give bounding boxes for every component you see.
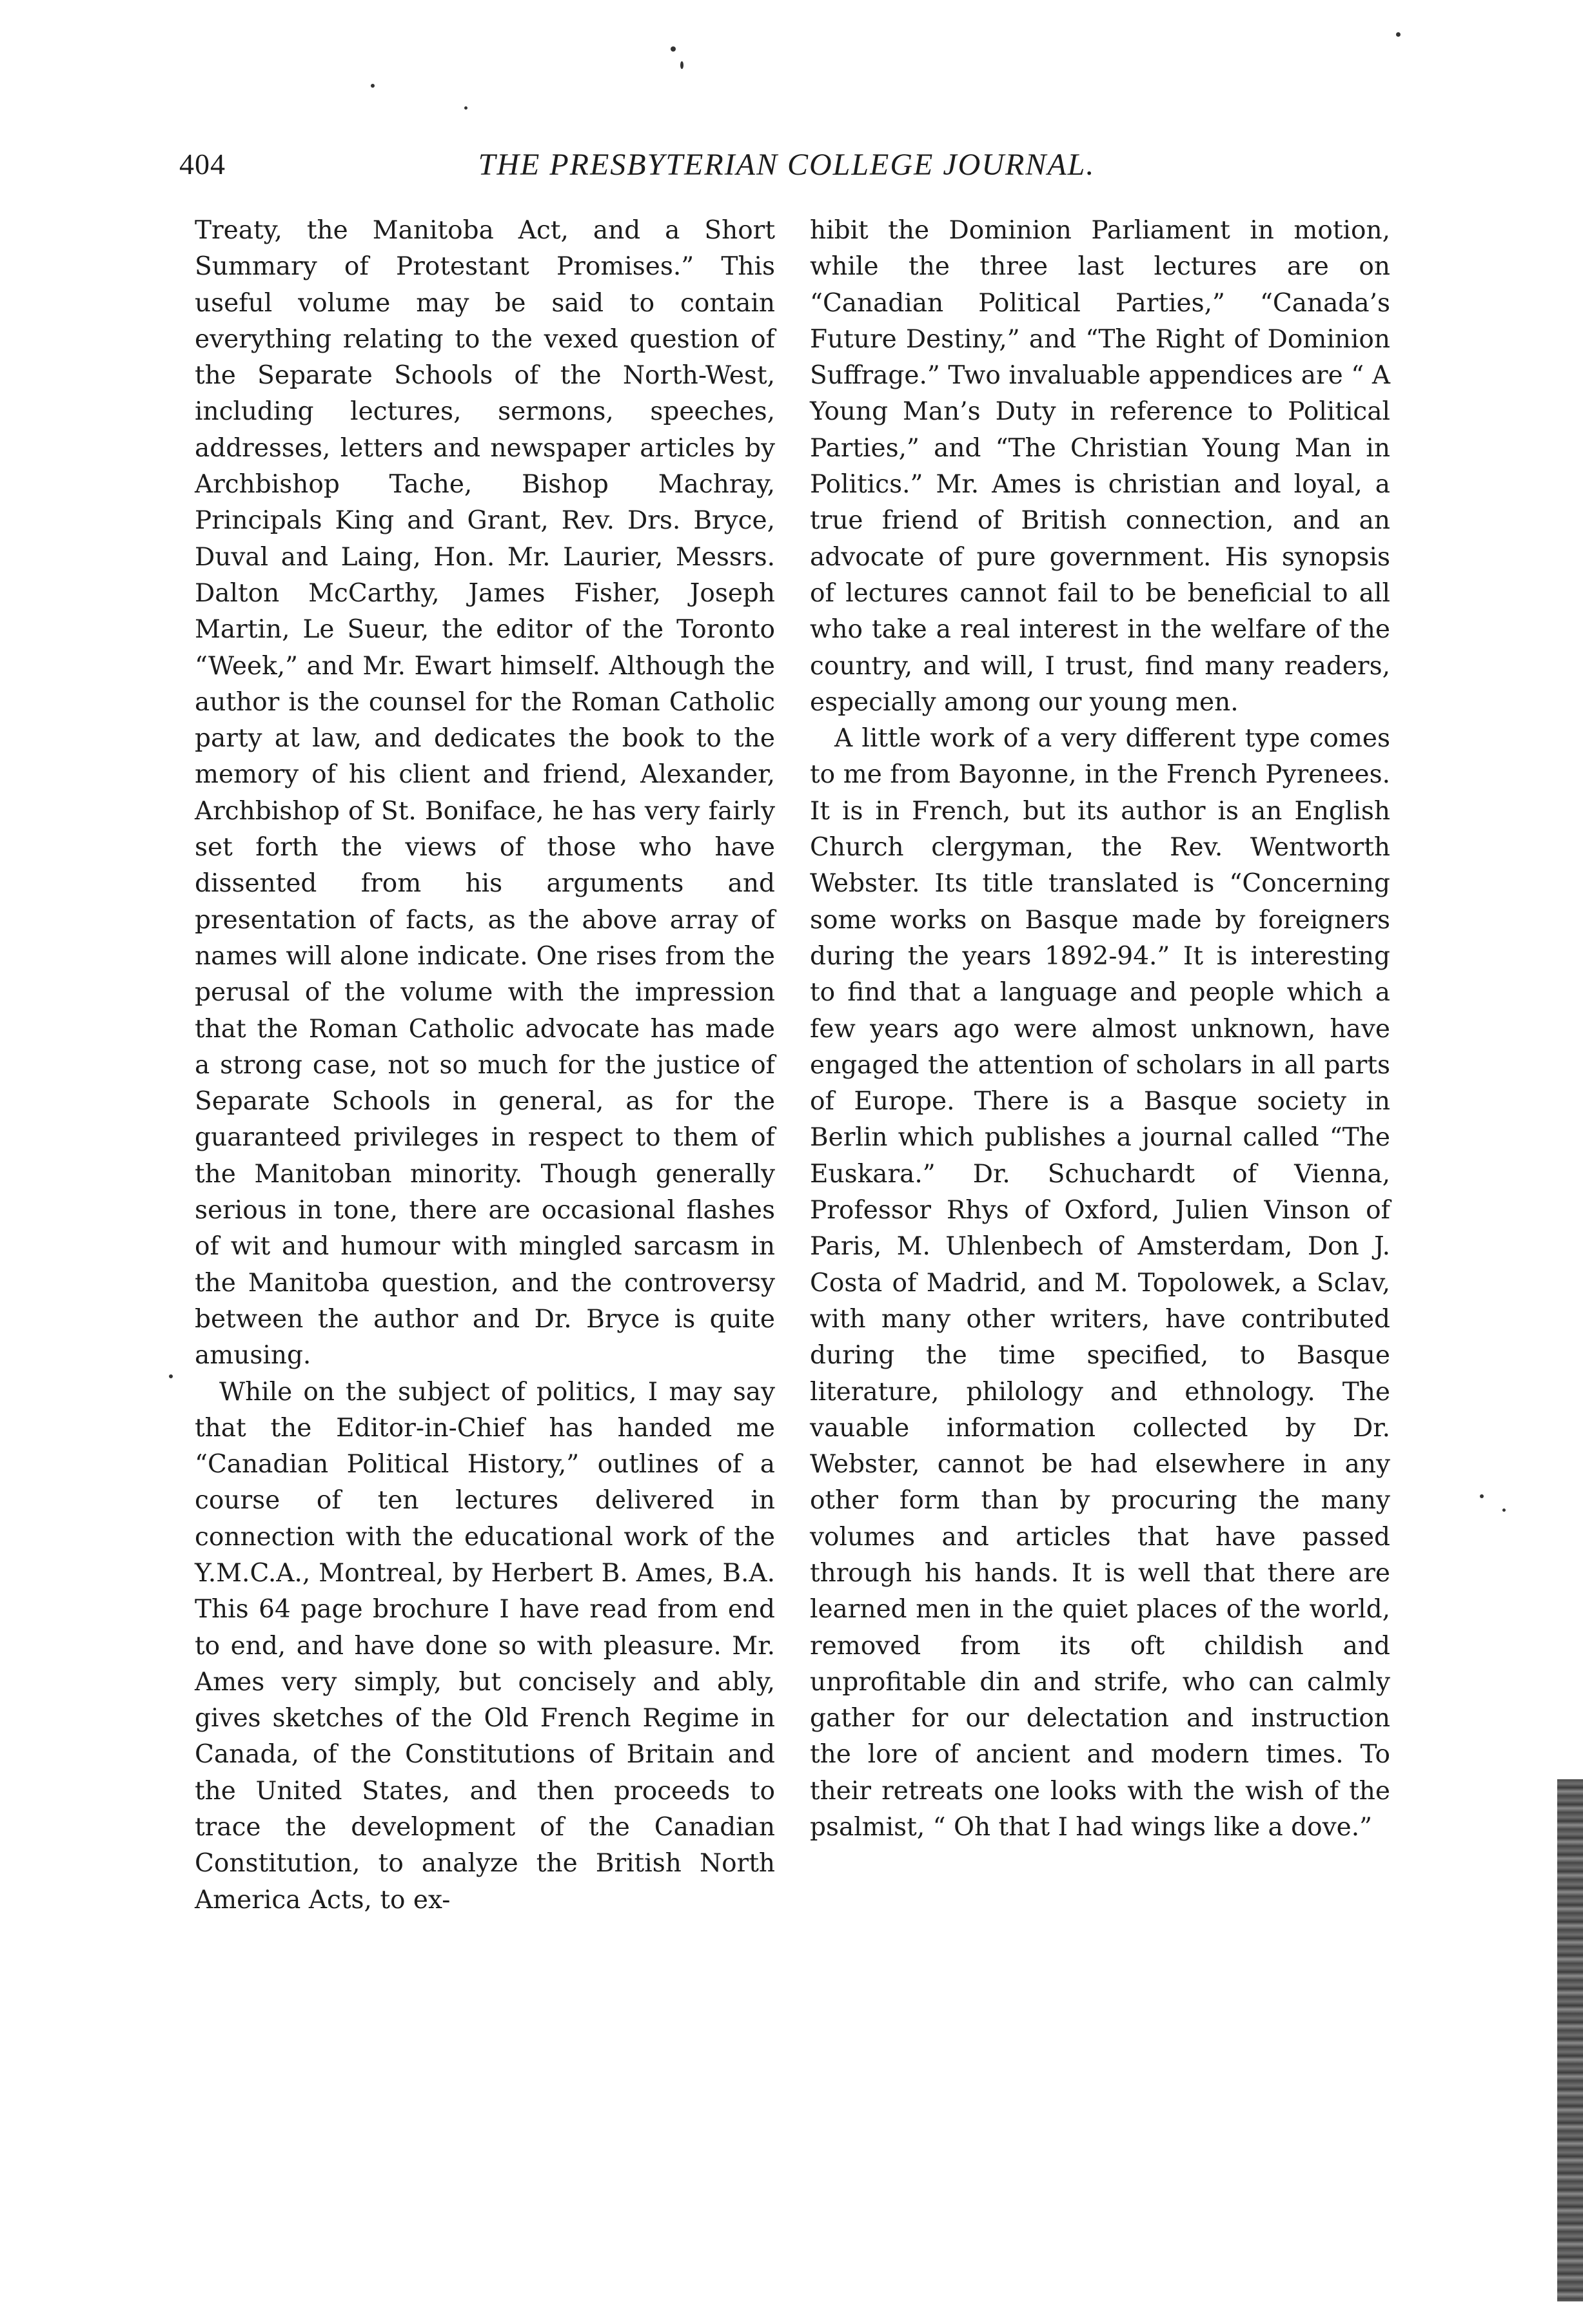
left-column	[195, 213, 775, 1919]
right-paragraph-2: A little work of a very different type comes to me from Bayonne, in the French Pyrenees. It is in French, but its author is an English Church clergyman, the Rev. Wentworth Webster. Its title translated is “Concerning some works on Basque made by foreigners during the years 1892-94.” It is interesting to find that a language and people which a few years ago were almost unknown, have engaged the attention of scholars in all parts of Europe. There is a Basque society in Berlin which publishes a journal called “The Euskara.” Dr. Schuchardt of Vienna, Professor Rhys of Oxford, Julien Vinson of Paris, M. Uhlenbech of Amsterdam, Don J. Costa of Madrid, and M. Topolowek, a Sclav, with many other writers, have contributed during the time specified, to Basque literature, philology and ethnology. The vauable information collected by Dr. Webster, cannot be had elsewhere in any other form than by procuring the many volumes and articles that have passed through his hands. It is well that there are learned men in the quiet places of the world, removed from its oft childish and unprofitable din and strife, who can calmly gather for our delectation and instruction the lore of ancient and modern times. To their retreats one looks with the wish of the psalmist, “ Oh that I had wings like a dove.”	[810, 724, 1390, 1842]
scan-speck	[371, 84, 375, 88]
scan-speck	[169, 1374, 173, 1378]
left-paragraph-1: Treaty, the Manitoba Act, and a Short Summary of Protestant Promises.” This useful volume may be said to contain everything relating to the vexed question of the Separate Schools of the North-West, including lectures, sermons, speeches, addresses, letters and newspaper articles by Archbishop Tache, Bishop Machray, Principals King and Grant, Rev. Drs. Bryce, Duval and Laing, Hon. Mr. Laurier, Messrs. Dalton McCarthy, James Fisher, Joseph Martin, Le Sueur, the editor of the Toronto “Week,” and Mr. Ewart himself. Although the author is the counsel for the Roman Catholic party at law, and dedicates the book to the memory of his client and friend, Alexander, Archbishop of St. Boniface, he has very fairly set forth the views of those who have dissented from his arguments and presentation of facts, as the above array of names will alone indicate. One rises from the perusal of the volume with the impression that the Roman Catholic advocate has made a strong case, not so much for the justice of Separate Schools in general, as for the guaranteed privileges in respect to them of the Manitoban minority. Though generally serious in tone, there are occasional flashes of wit and humour with mingled sarcasm in the Manitoba question, and the controversy between the author and Dr. Bryce is quite amusing.	[195, 216, 775, 1371]
scan-speck	[1480, 1494, 1484, 1498]
page-number: 404	[179, 148, 226, 181]
running-title: THE PRESBYTERIAN COLLEGE JOURNAL.	[478, 148, 1096, 182]
scan-speck	[464, 106, 467, 110]
right-paragraph-1: hibit the Dominion Parliament in motion, while the three last lectures are on “Canadian Political Parties,” “Canada’s Future Destiny,” and “The Right of Dominion Suffrage.” Two invaluable appendices are “ A Young Man’s Duty in reference to Political Parties,” and “The Christian Young Man in Politics.” Mr. Ames is christian and loyal, a true friend of British connection, and an advocate of pure government. His synopsis of lectures cannot fail to be beneficial to all who take a real interest in the welfare of the country, and will, I trust, find many readers, especially among our young men.	[810, 216, 1390, 717]
scan-speck	[1396, 32, 1401, 37]
scan-speck	[1502, 1509, 1506, 1512]
scan-speck	[680, 61, 683, 69]
right-column	[810, 213, 1390, 1846]
left-paragraph-2: While on the subject of politics, I may say that the Editor-in-Chief has handed me “Canadian Political History,” outlines of a course of ten lectures delivered in connection with the educational work of the Y.M.C.A., Montreal, by Herbert B. Ames, B.A. This 64 page brochure I have read from end to end, and have done so with pleasure. Mr. Ames very simply, but concisely and ably, gives sketches of the Old French Regime in Canada, of the Constitutions of Britain and the United States, and then proceeds to trace the development of the Canadian Constitution, to analyze the British North America Acts, to ex-	[195, 1377, 775, 1915]
scanned-page-edge	[1557, 1779, 1583, 2301]
scan-speck	[671, 46, 676, 52]
